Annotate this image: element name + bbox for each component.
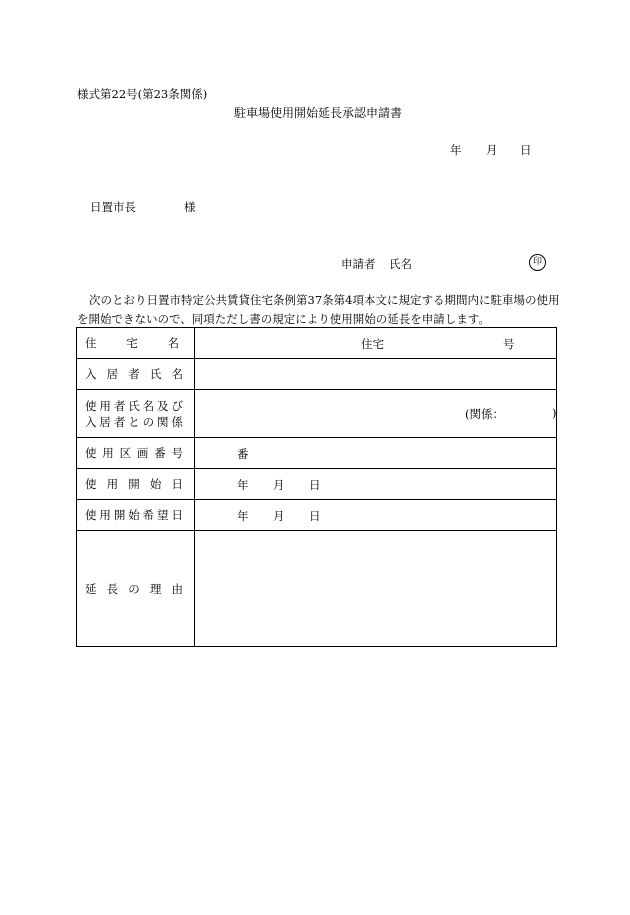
value-start-date[interactable] [195, 469, 557, 500]
label-char: 区 [119, 446, 132, 460]
start-year-label: 年 [237, 478, 249, 492]
number-suffix: 番 [237, 447, 249, 461]
label-char: 由 [171, 581, 183, 596]
table-row-parking-number [77, 438, 557, 469]
label-char: の [128, 581, 140, 596]
label-char: 開 [113, 508, 126, 522]
value-parking-number[interactable] [195, 438, 557, 469]
applicant-name-label: 氏名 [389, 257, 412, 271]
table-row-desired-start-date [77, 500, 557, 531]
value-extension-reason[interactable] [195, 531, 557, 647]
label-char: 理 [149, 581, 162, 596]
relation-close: ) [552, 405, 557, 420]
table-row-start-date [77, 469, 557, 500]
seal-mark-icon: 印 [529, 254, 546, 271]
date-day-label: 日 [520, 143, 532, 157]
label-char: 用 [106, 477, 119, 491]
applicant-label: 申請者 [341, 257, 376, 271]
value-desired-start-date[interactable] [195, 500, 557, 531]
label-char: 始 [149, 477, 162, 491]
label-char: 名 [171, 367, 183, 381]
label-char: 者 [113, 414, 126, 429]
label-char: と [128, 414, 140, 429]
label-start-date [77, 469, 195, 500]
date-year-label: 年 [450, 143, 462, 157]
label-char: 長 [106, 581, 119, 596]
label-char: 希 [142, 508, 155, 522]
value-user-relation[interactable] [195, 390, 557, 438]
label-char: 宅 [126, 336, 138, 350]
label-desired-start-date [77, 500, 195, 531]
start-day-label: 日 [309, 478, 321, 492]
table-row-extension-reason [77, 531, 557, 647]
label-char: 者 [113, 398, 126, 413]
body-text: 次のとおり日置市特定公共賃貸住宅条例第37条第4項本文に規定する期間内に駐車場の使用を開始できないので、同項ただし書の規定により使用開始の延長を申請します。 [77, 293, 560, 326]
label-char: 日 [171, 508, 183, 522]
relation-open: (関係： [465, 406, 504, 421]
label-char: 入 [85, 367, 97, 381]
label-char: 日 [171, 477, 183, 491]
label-char: 使 [85, 398, 97, 413]
unit-number-suffix: 号 [503, 337, 515, 351]
label-char: 用 [102, 446, 114, 460]
table-row-user-relation [77, 390, 557, 438]
label-char: 用 [99, 398, 111, 413]
label-char: 関 [157, 414, 169, 429]
label-char: 号 [171, 446, 183, 460]
label-housing-name [77, 328, 195, 359]
label-char: 使 [85, 477, 97, 491]
label-char: 望 [157, 508, 169, 522]
application-table [76, 327, 557, 647]
value-resident-name[interactable] [195, 359, 557, 390]
date-month-label: 月 [486, 143, 498, 157]
label-char: 居 [106, 367, 119, 381]
label-char: 係 [171, 414, 183, 429]
label-char: 者 [128, 367, 140, 381]
form-number: 様式第22号(第23条関係) [77, 87, 208, 101]
label-parking-number [77, 438, 195, 469]
label-resident-name [77, 359, 195, 390]
desired-year-label: 年 [237, 509, 249, 523]
value-housing-name[interactable] [195, 328, 557, 359]
form-title: 駐車場使用開始延長承認申請書 [234, 106, 403, 120]
label-char: 及 [157, 398, 169, 413]
label-char: 始 [128, 508, 140, 522]
label-char: 番 [154, 446, 166, 460]
table-row-resident-name [77, 359, 557, 390]
desired-month-label: 月 [273, 509, 285, 523]
label-char: 延 [85, 581, 97, 596]
label-char: 居 [99, 414, 111, 429]
desired-day-label: 日 [309, 509, 321, 523]
label-char: 入 [85, 414, 97, 429]
label-char: 氏 [128, 398, 140, 413]
label-char: 使 [85, 508, 97, 522]
label-char: び [171, 398, 183, 413]
label-user-relation [77, 390, 195, 438]
housing-suffix: 住宅 [361, 337, 384, 351]
label-extension-reason [77, 531, 195, 647]
label-char: 名 [167, 336, 179, 350]
table-row-housing-name [77, 328, 557, 359]
label-char: 名 [142, 398, 155, 413]
label-char: 使 [85, 446, 97, 460]
label-char: 開 [128, 477, 140, 491]
start-month-label: 月 [273, 478, 285, 492]
label-char: 用 [99, 508, 111, 522]
label-char: の [142, 414, 155, 429]
addressee-honorific: 様 [184, 200, 196, 214]
label-char: 画 [136, 446, 149, 460]
addressee-name: 日置市長 [90, 200, 136, 214]
label-char: 住 [85, 336, 97, 350]
label-char: 氏 [149, 367, 162, 381]
